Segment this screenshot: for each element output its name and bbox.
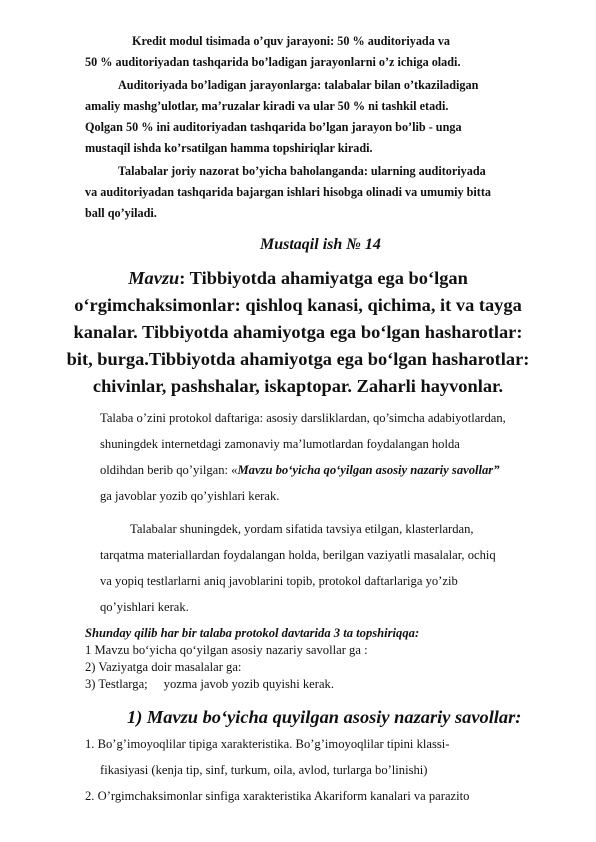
work-title: Mustaqil ish № 14 bbox=[260, 236, 381, 253]
intro-p3-line1: Talabalar joriy nazorat bo’yicha baholanganda: ularning auditoriyada bbox=[118, 164, 486, 178]
question-2-line1: 2. O’rgimchaksimonlar sinfiga xarakteristika Akariform kanalari va parazito bbox=[85, 789, 470, 803]
question-1-line1: 1. Bo’g’imoyoqlilar tipiga xarakteristika. Bo’g’imoyoqlilar tipini klassi- bbox=[85, 737, 450, 751]
body1-line3 bbox=[100, 463, 500, 478]
intro-p2-line4: mustaqil ishda ko’rsatilgan hamma topshiriqlar kiradi. bbox=[85, 141, 373, 155]
intro-p2-line3: Qolgan 50 % ini auditoriyadan tashqarida bo’lgan jarayon bo’lib - unga bbox=[85, 120, 462, 134]
topic-line1-text: : Tibbiyotda ahamiyatga ega bo‘lgan bbox=[179, 268, 468, 288]
intro-p2-line1: Auditoriyada bo’ladigan jarayonlarga: talabalar bilan o’tkaziladigan bbox=[118, 78, 479, 92]
topic-line5: chivinlar, pashshalar, iskaptopar. Zaharli hayvonlar. bbox=[92, 376, 504, 396]
intro-p1-line2: 50 % auditoriyadan tashqarida bo’ladigan jarayonlarni o’z ichiga oladi. bbox=[85, 55, 461, 69]
intro-p3-line3: ball qo’yiladi. bbox=[85, 206, 157, 220]
task-3-text: yozma javob yozib quyishi kerak. bbox=[163, 677, 334, 691]
task-3 bbox=[85, 677, 334, 692]
intro-p1-line1: Kredit modul tisimada o’quv jarayoni: 50 % auditoriyada va bbox=[132, 34, 451, 48]
tasks-heading: Shunday qilib har bir talaba protokol davtarida 3 ta topshiriqqa: bbox=[85, 626, 420, 640]
task-1: 1 Mavzu bo‘yicha qo‘yilgan asosiy nazariy savollar ga : bbox=[85, 643, 368, 657]
task-3-label: 3) Testlarga; bbox=[85, 677, 148, 691]
question-1-line2: fikasiyasi (kenja tip, sinf, turkum, oila, avlod, turlarga bo’linishi) bbox=[100, 763, 428, 777]
body2-line1: Talabalar shuningdek, yordam sifatida tavsiya etilgan, klasterlardan, bbox=[130, 522, 474, 536]
topic-line2: o‘rgimchaksimonlar: qishloq kanasi, qichima, it va tayga bbox=[74, 295, 522, 315]
body2-line4: qo’yishlari kerak. bbox=[100, 600, 189, 614]
intro-p3-line2: va auditoriyadan tashqarida bajargan ishlari hisobga olinadi va umumiy bitta bbox=[85, 185, 491, 199]
task-2: 2) Vaziyatga doir masalalar ga: bbox=[85, 660, 242, 674]
topic-label: Mavzu bbox=[128, 268, 180, 288]
body2-line2: tarqatma materiallardan foydalangan holda, berilgan vaziyatli masalalar, ochiq bbox=[100, 548, 496, 562]
topic-line3: kanalar. Tibbiyotda ahamiyotga ega bo‘lgan hasharotlar: bbox=[73, 322, 523, 342]
body1-line1: Talaba o’zini protokol daftariga: asosiy darsliklardan, qo’simcha adabiyotlardan, bbox=[100, 411, 506, 425]
topic-line4: bit, burga.Tibbiyotda ahamiyotga ega bo‘lgan hasharotlar: bbox=[66, 349, 530, 369]
body1-line2: shuningdek internetdagi zamonaviy ma’lumotlardan foydalangan holda bbox=[100, 437, 460, 451]
topic-line1 bbox=[0, 268, 596, 289]
body2-line3: va yopiq testlarlarni aniq javoblarini topib, protokol daftarlariga yo’zib bbox=[100, 574, 458, 588]
body1-line4: ga javoblar yozib qo’yishlari kerak. bbox=[100, 489, 280, 503]
body1-line3-text: oldihdan berib qo’yilgan: « bbox=[100, 463, 238, 477]
section-heading: 1) Mavzu bo‘yicha quyilgan asosiy nazariy savollar: bbox=[127, 707, 522, 727]
intro-p2-line2: amaliy mashg’ulotlar, ma’ruzalar kiradi va ular 50 % ni tashkil etadi. bbox=[85, 99, 449, 113]
body1-emphasis: Mavzu bo‘yicha qo‘yilgan asosiy nazariy savollar” bbox=[237, 463, 500, 477]
